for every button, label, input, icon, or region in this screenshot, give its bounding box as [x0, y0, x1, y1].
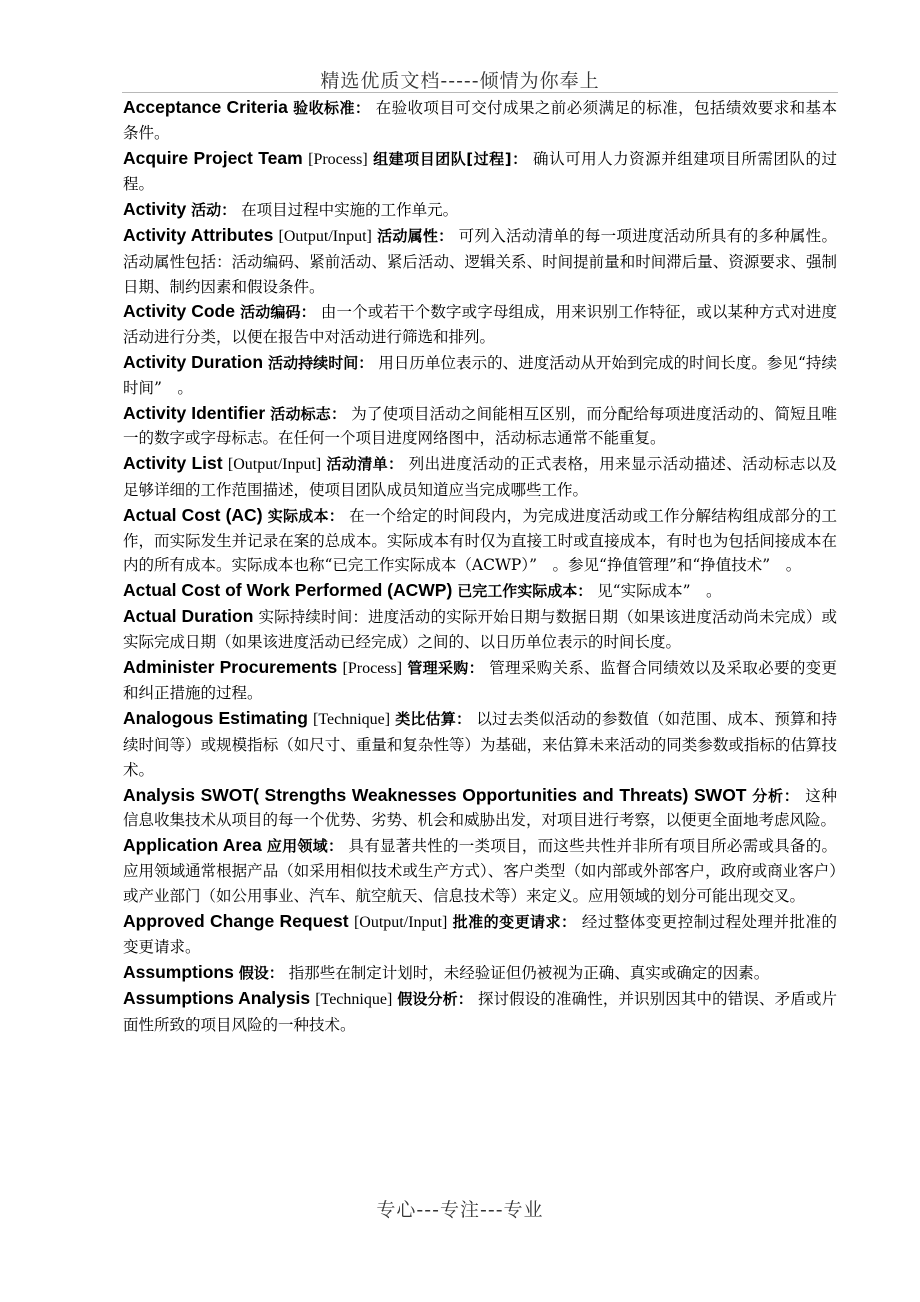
entry-chinese-term: 批准的变更请求： — [452, 912, 577, 931]
glossary-entry — [123, 401, 837, 452]
entry-definition: 可列入活动清单的每一项进度活动所具有的多种属性。活动属性包括：活动编码、紧前活动、紧后活动、逻辑关系、时间提前量和时间滞后量、资源要求、强制日期、制约因素和假设条件。 — [123, 226, 837, 296]
header-divider — [122, 92, 838, 93]
glossary-entry — [123, 706, 837, 782]
entry-definition: 管理采购关系、监督合同绩效以及采取必要的变更和纠正措施的过程。 — [123, 658, 837, 703]
entry-definition: 为了使项目活动之间能相互区别，而分配给每项进度活动的、简短且唯一的数字或字母标志。在任何一个项目进度网络图中，活动标志通常不能重复。 — [123, 404, 837, 448]
glossary-entry — [123, 350, 837, 401]
entry-definition: 在一个给定的时间段内，为完成进度活动或工作分解结构组成部分的工作，而实际发生并记录在案的总成本。实际成本有时仅为直接工时或直接成本，有时也为包括间接成本在内的所有成本。实际成本也称“已完工作实际成本（ACWP）” 。参见“挣值管理”和“挣值技术” 。 — [123, 506, 837, 575]
entry-term: Activity Attributes — [123, 224, 274, 245]
entry-definition: 实际持续时间：进度活动的实际开始日期与数据日期（如果该进度活动尚未完成）或实际完成日期（如果该进度活动已经完成）之间的、以日历单位表示的时间长度。 — [123, 607, 837, 651]
glossary-entry — [123, 95, 837, 146]
entry-term: Analysis SWOT( Strengths Weaknesses Opportunities and Threats) SWOT — [123, 784, 747, 805]
entry-term: Activity Code — [123, 301, 235, 322]
entry-tag: [Output/Input] — [227, 456, 322, 474]
entry-definition: 在验收项目可交付成果之前必须满足的标准，包括绩效要求和基本条件。 — [123, 99, 837, 142]
entry-definition: 经过整体变更控制过程处理并批准的变更请求。 — [123, 912, 837, 957]
entry-chinese-term: 活动属性： — [377, 226, 454, 245]
entry-definition: 确认可用人力资源并组建项目所需团队的过程。 — [123, 149, 837, 194]
entry-chinese-term: 活动标志： — [270, 404, 347, 423]
entry-tag: [Process] — [308, 150, 368, 168]
glossary-entry — [123, 503, 837, 578]
entry-chinese-term: 已完工作实际成本： — [457, 582, 593, 601]
entry-chinese-term: 活动清单： — [326, 455, 404, 474]
entry-term: Activity Identifier — [123, 402, 266, 423]
glossary-entry — [123, 197, 837, 223]
entry-term: Activity — [123, 199, 187, 220]
entry-term: Actual Cost of Work Performed (ACWP) — [123, 580, 453, 601]
glossary-entry — [123, 783, 837, 834]
page-footer: 专心---专注---专业 — [376, 1199, 544, 1221]
entry-definition: 探讨假设的准确性，并识别因其中的错误、矛盾或片面性所致的项目风险的一种技术。 — [123, 989, 837, 1034]
glossary-entry — [123, 578, 837, 604]
entry-chinese-term: 活动持续时间： — [268, 353, 374, 372]
entry-chinese-term: 验收标准： — [293, 99, 371, 117]
entry-chinese-term: 分析： — [752, 786, 800, 805]
entry-chinese-term: 实际成本： — [267, 506, 344, 525]
entry-definition: 在项目过程中实施的工作单元。 — [241, 201, 459, 220]
entry-term: Analogous Estimating — [123, 708, 308, 729]
entry-term: Actual Cost (AC) — [123, 504, 263, 525]
entry-tag: [Technique] — [313, 711, 391, 729]
glossary-entry — [123, 299, 837, 350]
glossary-list — [123, 95, 837, 1037]
glossary-entry — [123, 604, 837, 655]
entry-term: Activity List — [123, 453, 223, 474]
entry-definition: 见“实际成本” 。 — [597, 582, 722, 601]
entry-definition: 以过去类似活动的参数值（如范围、成本、预算和持续时间等）或规模指标（如尺寸、重量和复杂性等）为基础，来估算未来活动的同类参数或指标的估算技术。 — [123, 710, 837, 779]
entry-definition: 具有显著共性的一类项目，而这些共性并非所有项目所必需或具备的。应用领域通常根据产品（如采用相似技术或生产方式）、客户类型（如内部或外部客户，政府或商业客户）或产业部门（如公用事业、汽车、航空航天、信息技术等）来定义。应用领域的划分可能出现交叉。 — [123, 837, 837, 905]
glossary-entry — [123, 655, 837, 707]
entry-term: Acquire Project Team — [123, 147, 303, 168]
entry-definition: 这种信息收集技术从项目的每一个优势、劣势、机会和威胁出发，对项目进行考察，以便更全面地考虑风险。 — [123, 786, 837, 830]
entry-chinese-term: 管理采购： — [407, 658, 484, 677]
entry-definition: 用日历单位表示的、进度活动从开始到完成的时间长度。参见“持续时间” 。 — [123, 353, 837, 397]
entry-chinese-term: 假设分析： — [397, 989, 473, 1008]
entry-tag: [Output/Input] — [278, 227, 372, 245]
entry-definition: 由一个或若干个数字或字母组成，用来识别工作特征，或以某种方式对进度活动进行分类，以便在报告中对活动进行筛选和排列。 — [123, 303, 837, 347]
entry-term: Application Area — [123, 835, 262, 856]
entry-tag: [Technique] — [315, 990, 393, 1008]
entry-term: Assumptions Analysis — [123, 987, 311, 1008]
entry-term: Actual Duration — [123, 605, 254, 626]
entry-chinese-term: 应用领域： — [266, 837, 344, 856]
glossary-entry — [123, 960, 837, 986]
entry-term: Approved Change Request — [123, 910, 349, 931]
glossary-entry — [123, 909, 837, 961]
entry-definition: 列出进度活动的正式表格，用来显示活动描述、活动标志以及足够详细的工作范围描述，使项目团队成员知道应当完成哪些工作。 — [123, 455, 837, 499]
entry-tag: [Output/Input] — [353, 913, 448, 931]
entry-chinese-term: 活动： — [191, 201, 237, 220]
entry-chinese-term: 假设： — [238, 964, 284, 983]
glossary-entry — [123, 146, 837, 198]
glossary-entry — [123, 986, 837, 1038]
entry-term: Assumptions — [123, 962, 234, 983]
glossary-entry — [123, 833, 837, 908]
glossary-entry — [123, 451, 837, 503]
entry-chinese-term: 组建项目团队[过程]： — [373, 149, 528, 168]
entry-chinese-term: 类比估算： — [395, 710, 472, 729]
page-header: 精选优质文档-----倾情为你奉上 — [320, 70, 600, 92]
entry-term: Administer Procurements — [123, 656, 338, 677]
entry-tag: [Process] — [342, 659, 403, 677]
glossary-entry — [123, 223, 837, 299]
entry-term: Acceptance Criteria — [123, 97, 288, 117]
entry-definition: 指那些在制定计划时，未经验证但仍被视为正确、真实或确定的因素。 — [288, 964, 770, 983]
entry-term: Activity Duration — [123, 351, 264, 372]
entry-chinese-term: 活动编码： — [240, 303, 316, 322]
